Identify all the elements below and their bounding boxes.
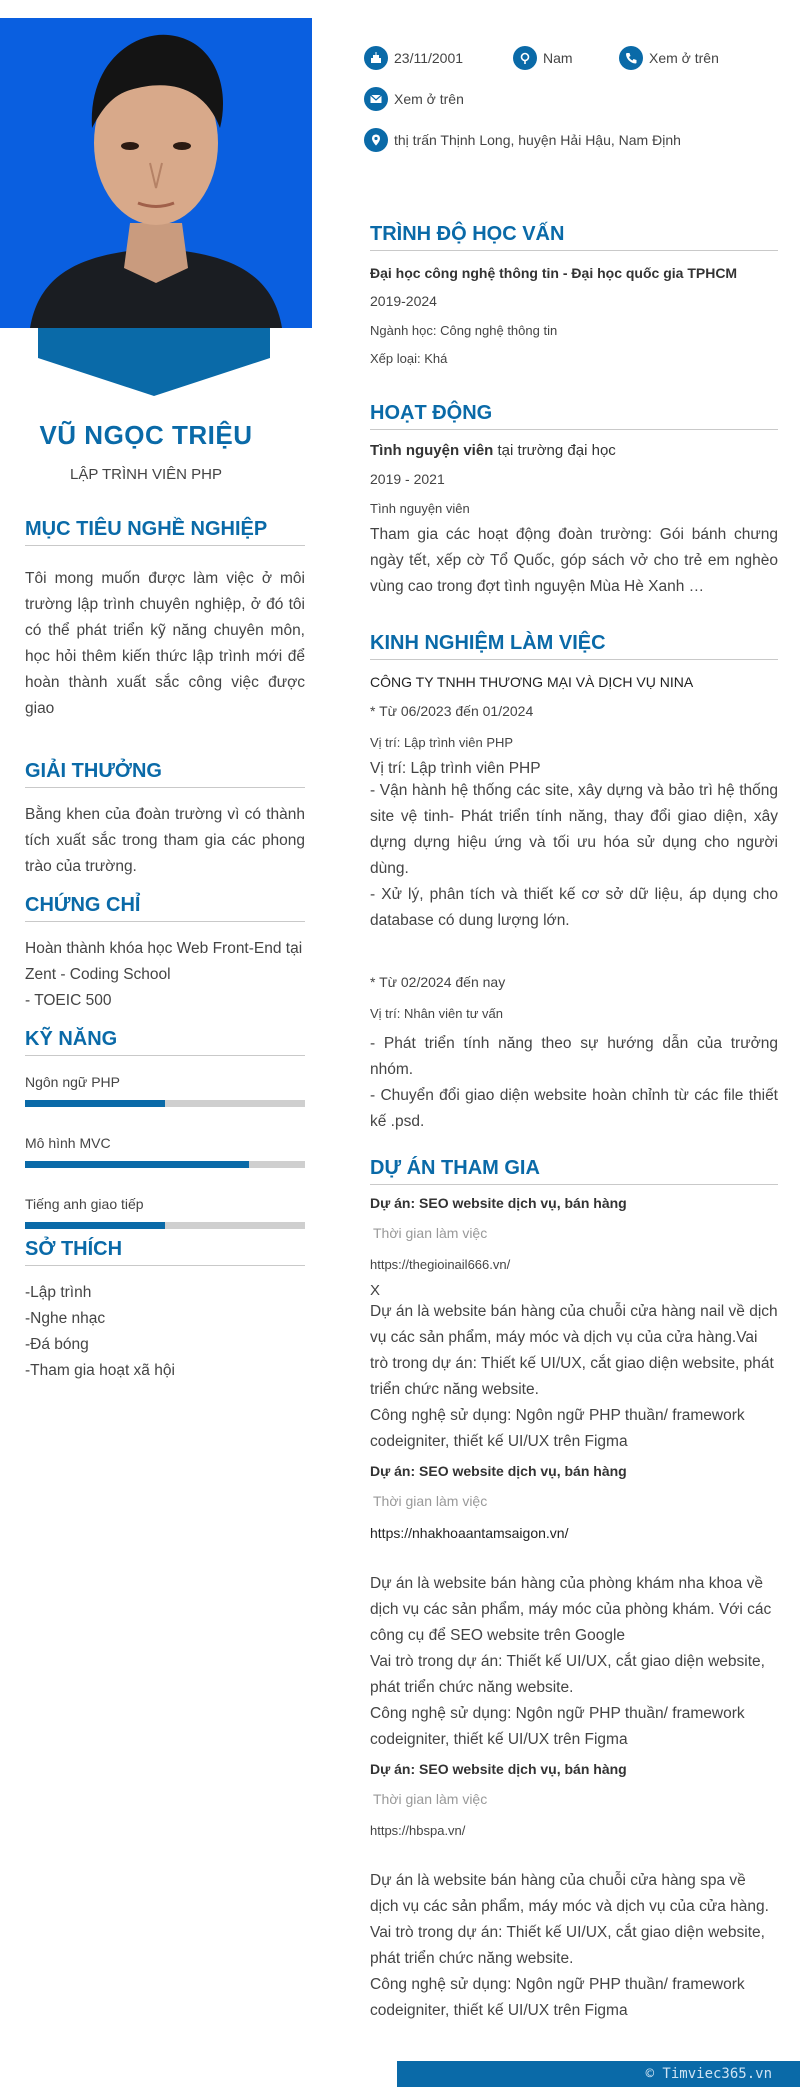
project-time: Thời gian làm việc bbox=[373, 1493, 488, 1509]
skill-bar bbox=[25, 1100, 305, 1107]
education-school: Đại học công nghệ thông tin - Đại học quốc gia TPHCM bbox=[370, 265, 738, 281]
contact-phone[interactable] bbox=[619, 46, 719, 70]
photo-ribbon bbox=[38, 328, 270, 396]
objective-section bbox=[25, 518, 305, 722]
projects-heading: DỰ ÁN THAM GIA bbox=[370, 1157, 778, 1185]
education-major: Ngành học: Công nghệ thông tin bbox=[370, 323, 558, 338]
activity-place: tại trường đại học bbox=[493, 442, 616, 459]
footer-watermark[interactable]: © Timviec365.vn bbox=[397, 2061, 800, 2087]
contact-email[interactable] bbox=[364, 87, 464, 111]
profile-photo bbox=[0, 18, 312, 328]
project-url[interactable]: https://thegioinail666.vn/ bbox=[370, 1257, 511, 1272]
skill-bar-fill bbox=[25, 1222, 165, 1229]
experience-heading: KINH NGHIỆM LÀM VIỆC bbox=[370, 632, 778, 660]
phone-icon bbox=[619, 46, 643, 70]
project-url[interactable]: https://hbspa.vn/ bbox=[370, 1823, 466, 1838]
project-desc: Dự án là website bán hàng của chuỗi cửa hàng spa về dịch vụ các sản phẩm, máy móc và dịch vụ của cửa hàng. Vai trò trong dự án: Thiết kế UI/UX, cắt giao diện website, phát triển chức năng website. bbox=[370, 1872, 769, 1967]
objective-text: Tôi mong muốn được làm việc ở môi trường lập trình chuyên nghiệp, ở đó tôi có thể phát triển kỹ năng chuyên môn, học hỏi thêm kiến thức lập trình mới để hoàn thành xuất sắc công việc được giao bbox=[25, 570, 305, 717]
education-section bbox=[370, 223, 778, 366]
phone-text: Xem ở trên bbox=[649, 50, 719, 66]
project-tech: Công nghệ sử dụng: Ngôn ngữ PHP thuần/ framework codeigniter, thiết kế UI/UX trên Figma bbox=[370, 1705, 745, 1748]
skills-section bbox=[25, 1028, 305, 1229]
job-title: Vị trí: Lập trình viên PHP bbox=[370, 760, 541, 777]
project-name: Dự án: SEO website dịch vụ, bán hàng bbox=[370, 1761, 627, 1777]
project-tech: Công nghệ sử dụng: Ngôn ngữ PHP thuần/ framework codeigniter, thiết kế UI/UX trên Figma bbox=[370, 1976, 745, 2019]
activity-subtitle: Tình nguyện viên bbox=[370, 501, 470, 516]
objective-heading: MỤC TIÊU NGHỀ NGHIỆP bbox=[25, 518, 305, 546]
hobbies-section bbox=[25, 1238, 305, 1384]
activity-text: Tham gia các hoạt động đoàn trường: Gói bánh chưng ngày tết, xếp cờ Tổ Quốc, góp sách vở cho trẻ em nghèo vùng cao trong đợt tình nguyện Mùa Hè Xanh … bbox=[370, 526, 778, 595]
project-tech: Công nghệ sử dụng: Ngôn ngữ PHP thuần/ framework codeigniter, thiết kế UI/UX trên Figma bbox=[370, 1407, 745, 1450]
job-position: Vị trí: Nhân viên tư vấn bbox=[370, 1006, 503, 1021]
skills-heading: KỸ NĂNG bbox=[25, 1028, 305, 1056]
experience-section bbox=[370, 632, 778, 1135]
address-text: thị trấn Thịnh Long, huyện Hải Hậu, Nam Định bbox=[394, 132, 681, 148]
hobbies-text: -Lập trình -Nghe nhạc -Đá bóng -Tham gia hoạt xã hội bbox=[25, 1284, 175, 1379]
activities-heading: HOẠT ĐỘNG bbox=[370, 402, 778, 430]
email-text: Xem ở trên bbox=[394, 91, 464, 107]
skill-bar bbox=[25, 1222, 305, 1229]
certificates-text: Hoàn thành khóa học Web Front-End tại Zent - Coding School - TOEIC 500 bbox=[25, 940, 303, 1009]
activities-section bbox=[370, 402, 778, 600]
project-name: Dự án: SEO website dịch vụ, bán hàng bbox=[370, 1195, 627, 1211]
location-icon bbox=[364, 128, 388, 152]
job-desc: - Phát triển tính năng theo sự hướng dẫn của trưởng nhóm. bbox=[370, 1035, 778, 1078]
contact-address bbox=[364, 128, 681, 152]
job-period: * Từ 02/2024 đến nay bbox=[370, 974, 506, 990]
activity-title bbox=[370, 442, 778, 459]
activity-period: 2019 - 2021 bbox=[370, 471, 445, 487]
project-desc: Dự án là website bán hàng của phòng khám nha khoa về dịch vụ các sản phẩm, máy móc của phòng khám. Với các công cụ để SEO website trên Google bbox=[370, 1575, 772, 1644]
job-desc: - Chuyển đổi giao diện website hoàn chỉnh từ các file thiết kế .psd. bbox=[370, 1087, 778, 1130]
skill-name: Ngôn ngữ PHP bbox=[25, 1074, 120, 1090]
skill-bar-fill bbox=[25, 1161, 249, 1168]
skill-name: Tiếng anh giao tiếp bbox=[25, 1196, 144, 1212]
project-time: Thời gian làm việc bbox=[373, 1791, 488, 1807]
candidate-name: VŨ NGỌC TRIỆU bbox=[39, 420, 253, 450]
project-role: Vai trò trong dự án: Thiết kế UI/UX, cắt giao diện website, phát triển chức năng website. bbox=[370, 1653, 765, 1696]
project-time: Thời gian làm việc bbox=[373, 1225, 488, 1241]
hobbies-heading: SỞ THÍCH bbox=[25, 1238, 305, 1266]
project-desc: Dự án là website bán hàng của chuỗi cửa hàng nail về dịch vụ các sản phẩm, máy móc và dịch vụ của cửa hàng.Vai trò trong dự án: Thiết kế UI/UX, cắt giao diện website, phát triển chức năng website. bbox=[370, 1303, 778, 1398]
mail-icon bbox=[364, 87, 388, 111]
project-name: Dự án: SEO website dịch vụ, bán hàng bbox=[370, 1463, 627, 1479]
education-period: 2019-2024 bbox=[370, 293, 437, 309]
awards-text: Bằng khen của đoàn trường vì có thành tích xuất sắc trong tham gia các phong trào của trường. bbox=[25, 806, 305, 875]
contact-birthday bbox=[364, 46, 463, 70]
contact-gender bbox=[513, 46, 573, 70]
awards-heading: GIẢI THƯỞNG bbox=[25, 760, 305, 788]
education-heading: TRÌNH ĐỘ HỌC VẤN bbox=[370, 223, 778, 251]
skill-name: Mô hình MVC bbox=[25, 1135, 111, 1151]
education-grade: Xếp loại: Khá bbox=[370, 351, 448, 366]
skill-bar bbox=[25, 1161, 305, 1168]
gender-text: Nam bbox=[543, 50, 573, 66]
gender-icon bbox=[513, 46, 537, 70]
cake-icon bbox=[364, 46, 388, 70]
certificates-heading: CHỨNG CHỈ bbox=[25, 894, 305, 922]
birthday-text: 23/11/2001 bbox=[394, 50, 464, 66]
awards-section bbox=[25, 760, 305, 880]
project-extra: X bbox=[370, 1282, 381, 1299]
experience-company: CÔNG TY TNHH THƯƠNG MẠI VÀ DỊCH VỤ NINA bbox=[370, 674, 694, 690]
candidate-position: LẬP TRÌNH VIÊN PHP bbox=[70, 466, 222, 483]
job-desc: - Vận hành hệ thống các site, xây dựng và bảo trì hệ thống site vệ tinh- Phát triển tính năng, thay đổi giao diện, xây dựng dựng hiệu ứng và tối ưu hóa sử dụng cho người dùng. bbox=[370, 782, 778, 877]
projects-section bbox=[370, 1157, 778, 2024]
activity-role: Tình nguyện viên bbox=[370, 442, 494, 459]
job-position: Vị trí: Lập trình viên PHP bbox=[370, 735, 514, 750]
certificates-section bbox=[25, 894, 305, 1014]
skill-bar-fill bbox=[25, 1100, 165, 1107]
job-period: * Từ 06/2023 đến 01/2024 bbox=[370, 703, 534, 719]
project-url[interactable]: https://nhakhoaantamsaigon.vn/ bbox=[370, 1525, 569, 1541]
job-desc: - Xử lý, phân tích và thiết kế cơ sở dữ liệu, áp dụng cho database có dung lượng lớn. bbox=[370, 886, 778, 929]
